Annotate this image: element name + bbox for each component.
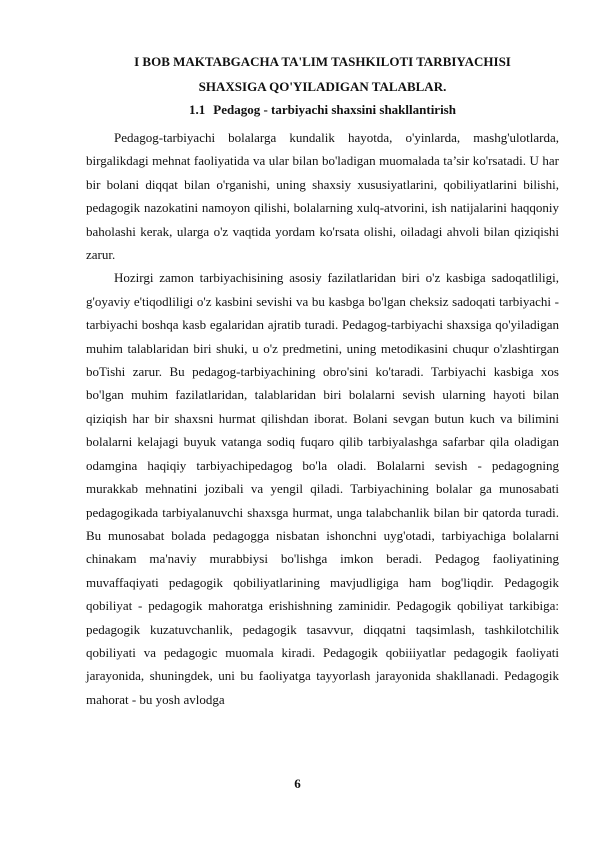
section-title: Pedagog - tarbiyachi shaxsini shakllantirish — [213, 102, 456, 117]
chapter-title-line-2: SHAXSIGA QO'YILADIGAN TALABLAR. — [198, 79, 447, 94]
section-heading — [86, 102, 559, 118]
chapter-title-line-1: I BOB MAKTABGACHA TA'LIM TASHKILOTI TARBIYACHISI — [134, 54, 511, 69]
paragraph: Pedagog-tarbiyachi bolalarga kundalik hayotda, o'yinlarda, mashg'ulotlarda, birgalikdagi mehnat faoliyatida va ular bilan bo'ladigan muomalada ta’sir ko'rsatadi. U har bir bolani diqqat bilan o'rganishi, uning shaxsiy xususiyatlarini, qobiliyatlarini bilishi, pedagogik nazokatini namoyon qilishi, bolalarning xulq-atvorini, ish natijalarini haqqoniy baholashi kerak, ularga o'z vaqtida yordam ko'rsata olishi, oiladagi ahvoli bilan qiziqishi zarur. — [86, 130, 559, 263]
paragraph: Hozirgi zamon tarbiyachisining asosiy fazilatlaridan biri o'z kasbiga sadoqatliligi, g'oyaviy e'tiqodliligi o'z kasbini sevishi va bu kasbga bo'lgan cheksiz sadoqati tarbiyachi - tarbiyachi boshqa kasb egalaridan ajratib turadi. Pedagog-tarbiyachi shaxsiga qo'yiladigan muhim talablaridan biri shuki, u o'z predmetini, uning metodikasini chuqur o'zlashtirgan boTishi zarur. Bu pedagog-tarbiyachining obro'sini ko'taradi. Tarbiyachi kasbiga xos bo'lgan muhim fazilatlaridan, talablaridan biri bolalarni sevish ularning hayoti bilan qiziqish har bir shaxsni hurmat qilishdan iborat. Bolani sevgan butun kuch va bilimini bolalarni kelajagi buyuk vatanga sodiq fuqaro qilib tarbiyalashga safarbar qila oladigan odamgina haqiqiy tarbiyachipedagog bo'la oladi. Bolalarni sevish - pedagogning murakkab mehnatini jozibali va yengil qiladi. Tarbiyachining bolalar ga munosabati pedagogikada tarbiyalanuvchi shaxsga hurmat, unga talabchanlik bilan bir qatorda turadi. Bu munosabat bolada pedagogga nisbatan ishonchni uyg'otadi, tarbiyachiga bolalarni chinakam ma'naviy murabbiysi bo'lishga imkon beradi. Pedagog faoliyatining muvaffaqiyati pedagogik qobiliyatlarining mavjudligiga ham bog'liqdir. Pedagogik qobiliyat - pedagogik mahoratga erishishning zaminidir. Pedagogik qobiliyat tarkibiga: pedagogik kuzatuvchanlik, pedagogik tasavvur, diqqatni taqsimlash, tashkilotchilik qobiliyati va pedagogic muomala kiradi. Pedagogik qobiiiyatlar pedagogik faoliyati jarayonida, shuningdek, uni bu faoliyatga tayyorlash jarayonida shakllanadi. Pedagogik mahorat - bu yosh avlodga — [86, 270, 559, 707]
body-text — [86, 126, 559, 711]
section-number: 1.1 — [189, 102, 206, 117]
page-number: 6 — [294, 776, 301, 791]
